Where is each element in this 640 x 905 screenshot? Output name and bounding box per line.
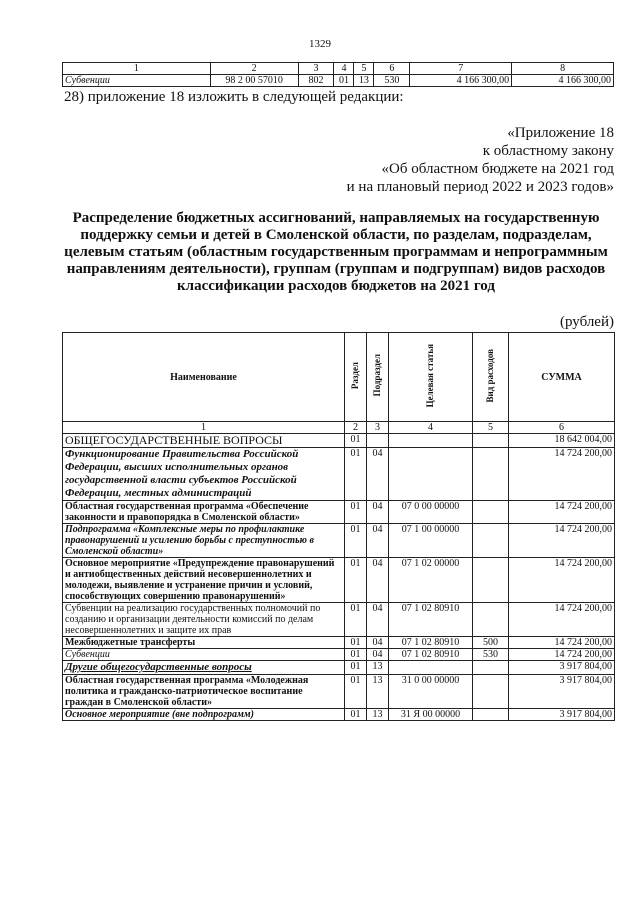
header-kind-label: Вид расходов — [485, 348, 495, 403]
cell-target: 07 1 02 00000 — [389, 558, 473, 603]
header-section — [345, 333, 367, 422]
continued-table — [62, 62, 614, 87]
cell-kind — [473, 603, 509, 637]
table-row — [63, 661, 615, 675]
cell-subsection: 04 — [367, 448, 389, 501]
cell-sum: 14 724 200,00 — [509, 501, 615, 524]
cell-amount: 4 166 300,00 — [512, 75, 614, 87]
table-row — [63, 524, 615, 558]
cell-target — [389, 661, 473, 675]
cell-kind: 530 — [473, 649, 509, 661]
units-label: (рублей) — [559, 314, 614, 330]
col-number: 2 — [210, 63, 298, 75]
cell-kind — [473, 558, 509, 603]
continued-table-row — [63, 75, 614, 87]
col-number: 6 — [374, 63, 410, 75]
continued-table-header — [63, 63, 614, 75]
cell-section: 01 — [345, 558, 367, 603]
cell-name: Другие общегосударственные вопросы — [63, 661, 345, 675]
cell-kind — [473, 709, 509, 721]
table-row — [63, 501, 615, 524]
cell-name: Подпрограмма «Комплексные меры по профилактике правонарушений и усилению борьбы с преступностью в Смоленской области» — [63, 524, 345, 558]
cell-target: 31 0 00 00000 — [389, 675, 473, 709]
cell-kind — [473, 661, 509, 675]
document-title: Распределение бюджетных ассигнований, направляемых на государственную поддержку семьи и детей в Смоленской области, по разделам, подразделам, целевым статьям (областным государственным программам и непрограммным направлениям деятельности), группам (группам и подгруппам) видов расходов классификации расходов бюджетов на 2021 год — [64, 210, 608, 294]
col-number: 6 — [509, 422, 615, 434]
table-row — [63, 675, 615, 709]
col-number: 3 — [367, 422, 389, 434]
col-number: 4 — [389, 422, 473, 434]
appendix-line: и на плановый период 2022 и 2023 годов» — [346, 179, 614, 195]
cell-section: 01 — [345, 649, 367, 661]
cell-target: 31 Я 00 00000 — [389, 709, 473, 721]
table-row — [63, 603, 615, 637]
page-number: 1329 — [309, 38, 331, 50]
header-section-label: Раздел — [350, 361, 360, 390]
cell-sum: 18 642 004,00 — [509, 434, 615, 448]
cell-subsection: 13 — [367, 709, 389, 721]
budget-table — [62, 332, 615, 721]
col-number: 5 — [354, 63, 374, 75]
cell-name: Областная государственная программа «Обеспечение законности и правопорядка в Смоленской области» — [63, 501, 345, 524]
header-name: Наименование — [63, 333, 345, 422]
col-number: 7 — [410, 63, 512, 75]
cell-kind — [473, 448, 509, 501]
cell-kind: 500 — [473, 637, 509, 649]
table-row — [63, 558, 615, 603]
cell-name: Субвенции на реализацию государственных полномочий по созданию и организации деятельности комиссий по делам несовершеннолетних и защите их прав — [63, 603, 345, 637]
header-target-label: Целевая статья — [425, 343, 435, 408]
col-number: 2 — [345, 422, 367, 434]
cell-kind — [473, 675, 509, 709]
column-numbers-row — [63, 422, 615, 434]
cell-sum: 14 724 200,00 — [509, 448, 615, 501]
col-number: 1 — [63, 63, 211, 75]
cell-amount: 4 166 300,00 — [410, 75, 512, 87]
cell-code: 530 — [374, 75, 410, 87]
cell-subsection: 04 — [367, 558, 389, 603]
header-target — [389, 333, 473, 422]
appendix-line: «Об областном бюджете на 2021 год — [381, 161, 614, 177]
col-number: 8 — [512, 63, 614, 75]
cell-subsection: 04 — [367, 524, 389, 558]
cell-sum: 14 724 200,00 — [509, 558, 615, 603]
appendix-line: «Приложение 18 — [507, 125, 614, 141]
cell-target: 07 1 02 80910 — [389, 649, 473, 661]
cell-target: 07 0 00 00000 — [389, 501, 473, 524]
cell-target: 07 1 02 80910 — [389, 637, 473, 649]
cell-section: 01 — [345, 434, 367, 448]
cell-section: 01 — [345, 661, 367, 675]
header-sum: СУММА — [509, 333, 615, 422]
cell-target — [389, 434, 473, 448]
cell-name: Субвенции — [63, 649, 345, 661]
cell-target — [389, 448, 473, 501]
cell-name: Межбюджетные трансферты — [63, 637, 345, 649]
cell-section: 01 — [345, 524, 367, 558]
cell-name: Областная государственная программа «Молодежная политика и гражданско-патриотическое воспитание граждан в Смоленской области» — [63, 675, 345, 709]
cell-code: 01 — [334, 75, 354, 87]
cell-subsection: 04 — [367, 649, 389, 661]
col-number: 3 — [298, 63, 334, 75]
appendix-reference — [347, 124, 614, 196]
cell-subsection: 13 — [367, 675, 389, 709]
cell-sum: 14 724 200,00 — [509, 637, 615, 649]
header-subsection-label: Подраздел — [372, 354, 382, 397]
table-row — [63, 434, 615, 448]
cell-name: Субвенции — [63, 75, 211, 87]
cell-subsection: 13 — [367, 661, 389, 675]
cell-code: 98 2 00 57010 — [210, 75, 298, 87]
cell-name: Функционирование Правительства Российской Федерации, высших исполнительных органов государственной власти субъектов Российской Федерации, местных администраций — [63, 448, 345, 501]
cell-sum: 14 724 200,00 — [509, 524, 615, 558]
table-row — [63, 709, 615, 721]
cell-section: 01 — [345, 675, 367, 709]
cell-section: 01 — [345, 709, 367, 721]
col-number: 4 — [334, 63, 354, 75]
table-row — [63, 448, 615, 501]
table-row — [63, 649, 615, 661]
cell-subsection: 04 — [367, 603, 389, 637]
cell-section: 01 — [345, 603, 367, 637]
cell-sum: 14 724 200,00 — [509, 603, 615, 637]
col-number: 5 — [473, 422, 509, 434]
cell-sum: 14 724 200,00 — [509, 649, 615, 661]
cell-subsection: 04 — [367, 637, 389, 649]
cell-name: ОБЩЕГОСУДАРСТВЕННЫЕ ВОПРОСЫ — [63, 434, 345, 448]
cell-name: Основное мероприятие «Предупреждение правонарушений и антиобщественных действий несовершеннолетних и молодежи, выявление и устранение причин и условий, способствующих совершению правонарушений» — [63, 558, 345, 603]
cell-name: Основное мероприятие (вне подпрограмм) — [63, 709, 345, 721]
appendix-line: к областному закону — [482, 143, 614, 159]
cell-sum: 3 917 804,00 — [509, 661, 615, 675]
cell-section: 01 — [345, 637, 367, 649]
cell-kind — [473, 434, 509, 448]
header-subsection — [367, 333, 389, 422]
cell-code: 13 — [354, 75, 374, 87]
table-row — [63, 637, 615, 649]
cell-target: 07 1 00 00000 — [389, 524, 473, 558]
header-kind — [473, 333, 509, 422]
amendment-paragraph: 28) приложение 18 изложить в следующей редакции: — [64, 89, 404, 105]
col-number: 1 — [63, 422, 345, 434]
cell-subsection: 04 — [367, 501, 389, 524]
cell-subsection — [367, 434, 389, 448]
cell-sum: 3 917 804,00 — [509, 709, 615, 721]
cell-sum: 3 917 804,00 — [509, 675, 615, 709]
cell-code: 802 — [298, 75, 334, 87]
cell-target: 07 1 02 80910 — [389, 603, 473, 637]
cell-section: 01 — [345, 448, 367, 501]
cell-section: 01 — [345, 501, 367, 524]
table-header — [63, 333, 615, 422]
cell-kind — [473, 524, 509, 558]
cell-kind — [473, 501, 509, 524]
